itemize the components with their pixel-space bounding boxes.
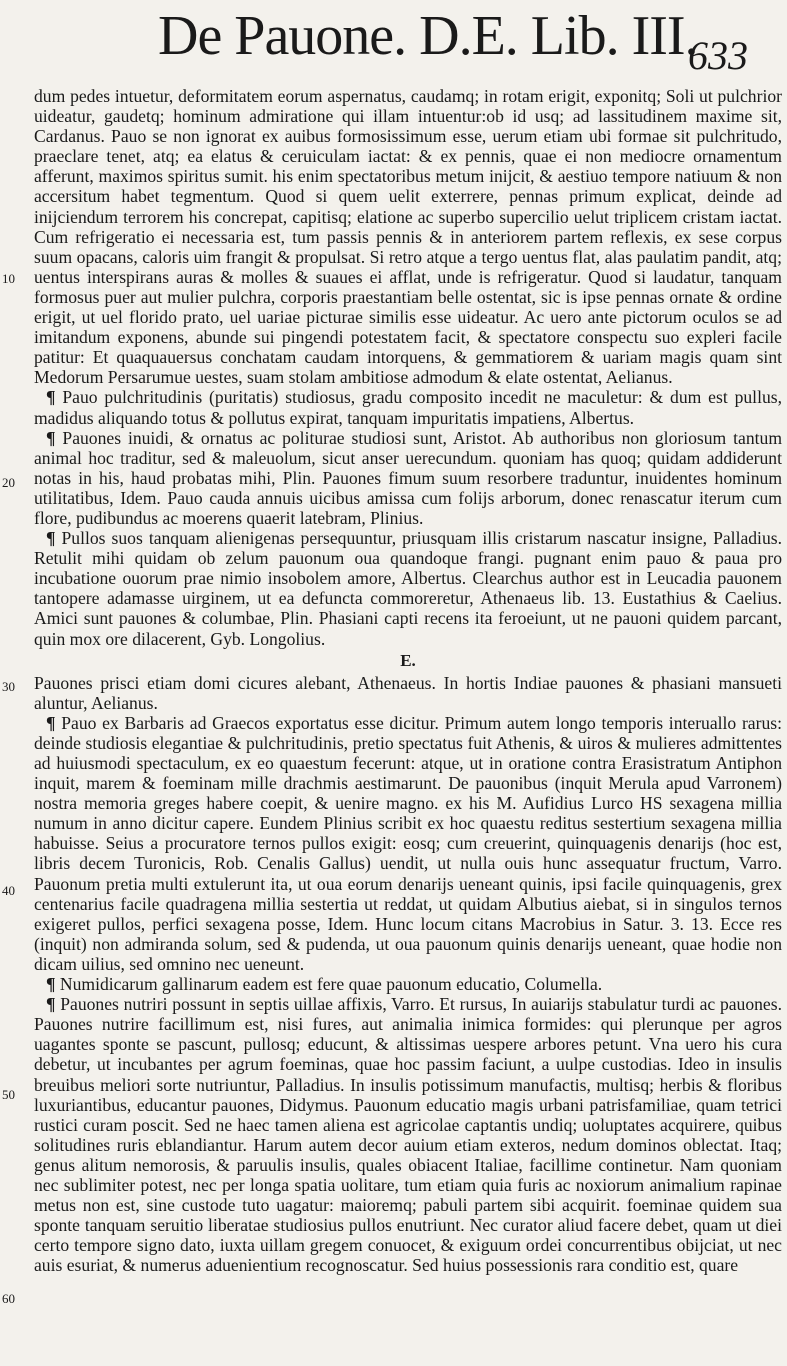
pilcrow-icon: ¶ (46, 974, 60, 995)
pilcrow-icon: ¶ (46, 712, 62, 733)
paragraph (34, 428, 782, 528)
paragraph (34, 974, 782, 994)
line-number-40: 40 (2, 883, 15, 898)
line-number-10: 10 (2, 271, 15, 286)
running-title: De Pauone. D.E. Lib. III. (158, 5, 698, 67)
pilcrow-icon: ¶ (46, 427, 63, 448)
paragraph-text: Pullos suos tanquam alienigenas persequuntur, priusquam illis cristarum nascatur insigne, Palladius. Retulit mihi quidam ob zelum pauonum oua quandoque frangi. pugnant enim pauo & paua pro incubatione ouorum prae nimio insobolem amore, Albertus. Clearchus author est in Leucadia pauonem tantopere adamasse uirginem, ut ea defuncta commoreretur, Athenaeus lib. 13. Eustathius & Caelius. Amici sunt pauones & columbae, Plin. Phasiani capti recens ita feroeiunt, ut ne pauoni quidem parcant, quin mox ore dilacerent, Gyb. Longolius. (34, 528, 782, 649)
body-text (34, 86, 782, 1275)
paragraph-text: Pauo pulchritudinis (puritatis) studiosus, gradu composito incedit ne maculetur: & dum est pullus, madidus aliquando totus & pollutus expirat, tanquam impuritatis impatiens, Albertus. (34, 387, 782, 428)
line-number-20: 20 (2, 475, 15, 490)
paragraph (34, 387, 782, 427)
pilcrow-icon: ¶ (46, 528, 62, 549)
paragraph-text: Numidicarum gallinarum eadem est fere quae pauonum educatio, Columella. (59, 974, 603, 995)
paragraph (34, 713, 782, 974)
line-number-60: 60 (2, 1291, 15, 1306)
pilcrow-icon: ¶ (46, 994, 61, 1015)
paragraph: dum pedes intuetur, deformitatem eorum aspernatus, caudamq; in rotam erigit, exponitq; Soli ut pulchrior uideatur, gaudetq; hominum admiratione qui illam intuentur:ob id usq; ad lassitudinem maxime sit, Cardanus. Pauo se non ignorat ex auibus formosissimum esse, uerum etiam ubi formae sit pulchritudo, praeclare tenet, atq; ea elatus & ceruiculam iactat: & ex pennis, quae ei non mediocre ornamentum afferunt, maximos spiritus sumit. his enim spectatoribus metum inijcit, & aestiuo tempore natiuum & non accersitum habet tegmentum. Quod si quem uelit exterrere, pennas primum explicat, deinde ad inijciendum terrorem his concrepat, capitisq; elatione ac superbo supercilio uelut triplicem cristam iactat. Cum refrigeratio ei necessaria est, tum passis pennis & in anteriorem partem reflexis, ex sese corpus suum opacans, caloris uim frangit & propulsat. Si retro atque a tergo uentus flat, alas paulatim pandit, atq; uentus interspirans auras & molles & suaues ei afflat, unde is refrigeratur. Quod si laudatur, tanquam formosus puer aut mulier pulchra, corporis praestantiam belle ostentat, sic is ipse pennas ornate & ordine erigit, ut uel florido prato, uel uariae picturae similis esse uideatur. Ac uero ante pictorum oculos se ad imitandum exponens, abunde sui pingendi potestatem facit, & spectatore conspectu suo expleri facile patitur: Et quaquauersus conchatam caudam intorquens, & gemmatiorem & uariam magis quam sint Medorum Persarumue uestes, suam stolam ambitiose admodum & elate ostentat, Aelianus. (34, 86, 782, 388)
paragraph-text: Pauones inuidi, & ornatus ac politurae studiosi sunt, Aristot. Ab authoribus non gloriosum tantum animal hoc traditur, sed & maleuolum, sicut anser uerecundum. quoniam has quoq; quidam addiderunt notas in his, haud probatas mihi, Plin. Pauones fimum suum resorbere traduntur, inuidentes hominum utilitatibus, Idem. Pauo cauda annuis uicibus amissa cum folijs arborum, donec renascatur iterum cum flore, pudibundus ac moerens quaerit latebram, Plinius. (34, 427, 782, 528)
paragraph (34, 528, 782, 649)
section-heading: E. (400, 650, 416, 670)
paragraph-text: Pauo ex Barbaris ad Graecos exportatus esse dicitur. Primum autem longo temporis interuallo rarus: deinde studiosis elegantiae & pulchritudinis, pretio spectatus fuit Athenis, & uiros & mulieres admittentes ad huiusmodi spectaculum, ex eo quaestum fecerunt: atque, ut in oratione contra Erasistratum Antiphon inquit, marem & foeminam mille drachmis aestimarunt. De pauonibus (inquit Merula apud Varronem) nostra memoria greges habere coepit, & uenire magno. ex his M. Aufidius Lurco HS sexagena millia numum in anno dicitur capere. Eundem Plinius scribit ex hoc quaestu reditus sestertium sexagena millia habuisse. Seius a procuratore ternos pullos exigit: eosq; cum creuerint, quinquagenis denarijs (hoc est, libris decem Turonicis, Rob. Cenalis Gallus) uendit, ut nulla ouis hunc assequatur fructum, Varro. Pauonum pretia multi extulerunt ita, ut oua eorum denarijs ueneant quinis, ipsi facile quinquagenis, grex centenarius facile quadragena millia sestertia ut reddat, ut quidam Albutius aiebat, si in singulos ternos exigeret pullos, perfici sexagena posse, Idem. Hunc locum citans Macrobius in Satur. 3. 13. Ecce res (inquit) non admiranda solum, sed & pudenda, ut oua pauonum quinis denarijs ueneant, quae hodie non dicam uilius, sed omnino nec ueneunt. (34, 712, 783, 974)
line-number-30: 30 (2, 679, 15, 694)
page-number: 633 (688, 33, 748, 78)
pilcrow-icon: ¶ (46, 387, 63, 408)
running-header (0, 0, 787, 80)
paragraph-text: Pauones nutriri possunt in septis uillae affixis, Varro. Et rursus, In auiarijs stabulatur turdi ac pauones. Pauones nutrire facillimum est, nisi fures, aut animalia inimica formides: qui plerunque per agros uagantes sponte se pascunt, pullosq; educunt, & altissimas uespere arbores petunt. Vna uero his cura debetur, ut incubantes per agrum foeminas, quae hoc passim faciunt, a uulpe custodias. Ideo in insulis breuibus meliori sorte nutriuntur, Palladius. In insulis potissimum manufactis, multisq; herbis & floribus luxuriantibus, educantur pauones, Didymus. Pauonum educatio magis urbani patrisfamiliae, quam tetrici rustici curam poscit. Sed ne haec tamen aliena est agricolae captantis undiq; uoluptates acquirere, quibus solitudines ruris eblandiantur. Harum autem decor auium etiam exteros, nedum dominos oblectat. Itaq; genus alitum nemorosis, & paruulis insulis, quales obiacent Italiae, facillime continetur. Nam quoniam nec sublimiter potest, nec per longa spatia uolitare, tum etiam quia furis ac noxiorum animalium rapinae metus non est, sine custode tuto uagatur: maioremq; pabuli partem sibi acquirit. foeminae quidem sua sponte tanquam seruitio liberatae studiosius pullos enutriunt. Nec curator aliud facere debet, quam ut diei certo tempore signo dato, iuxta uillam gregem conuocet, & exiguum ordei concurrentibus obijciat, ut nec auis esuriat, & numerus aduenientium recognoscatur. Sed huius possessionis rara conditio est, quare (34, 994, 782, 1276)
line-number-50: 50 (2, 1087, 15, 1102)
paragraph: Pauones prisci etiam domi cicures alebant, Athenaeus. In hortis Indiae pauones & phasiani mansueti aluntur, Aelianus. (34, 672, 782, 713)
paragraph (34, 994, 782, 1275)
